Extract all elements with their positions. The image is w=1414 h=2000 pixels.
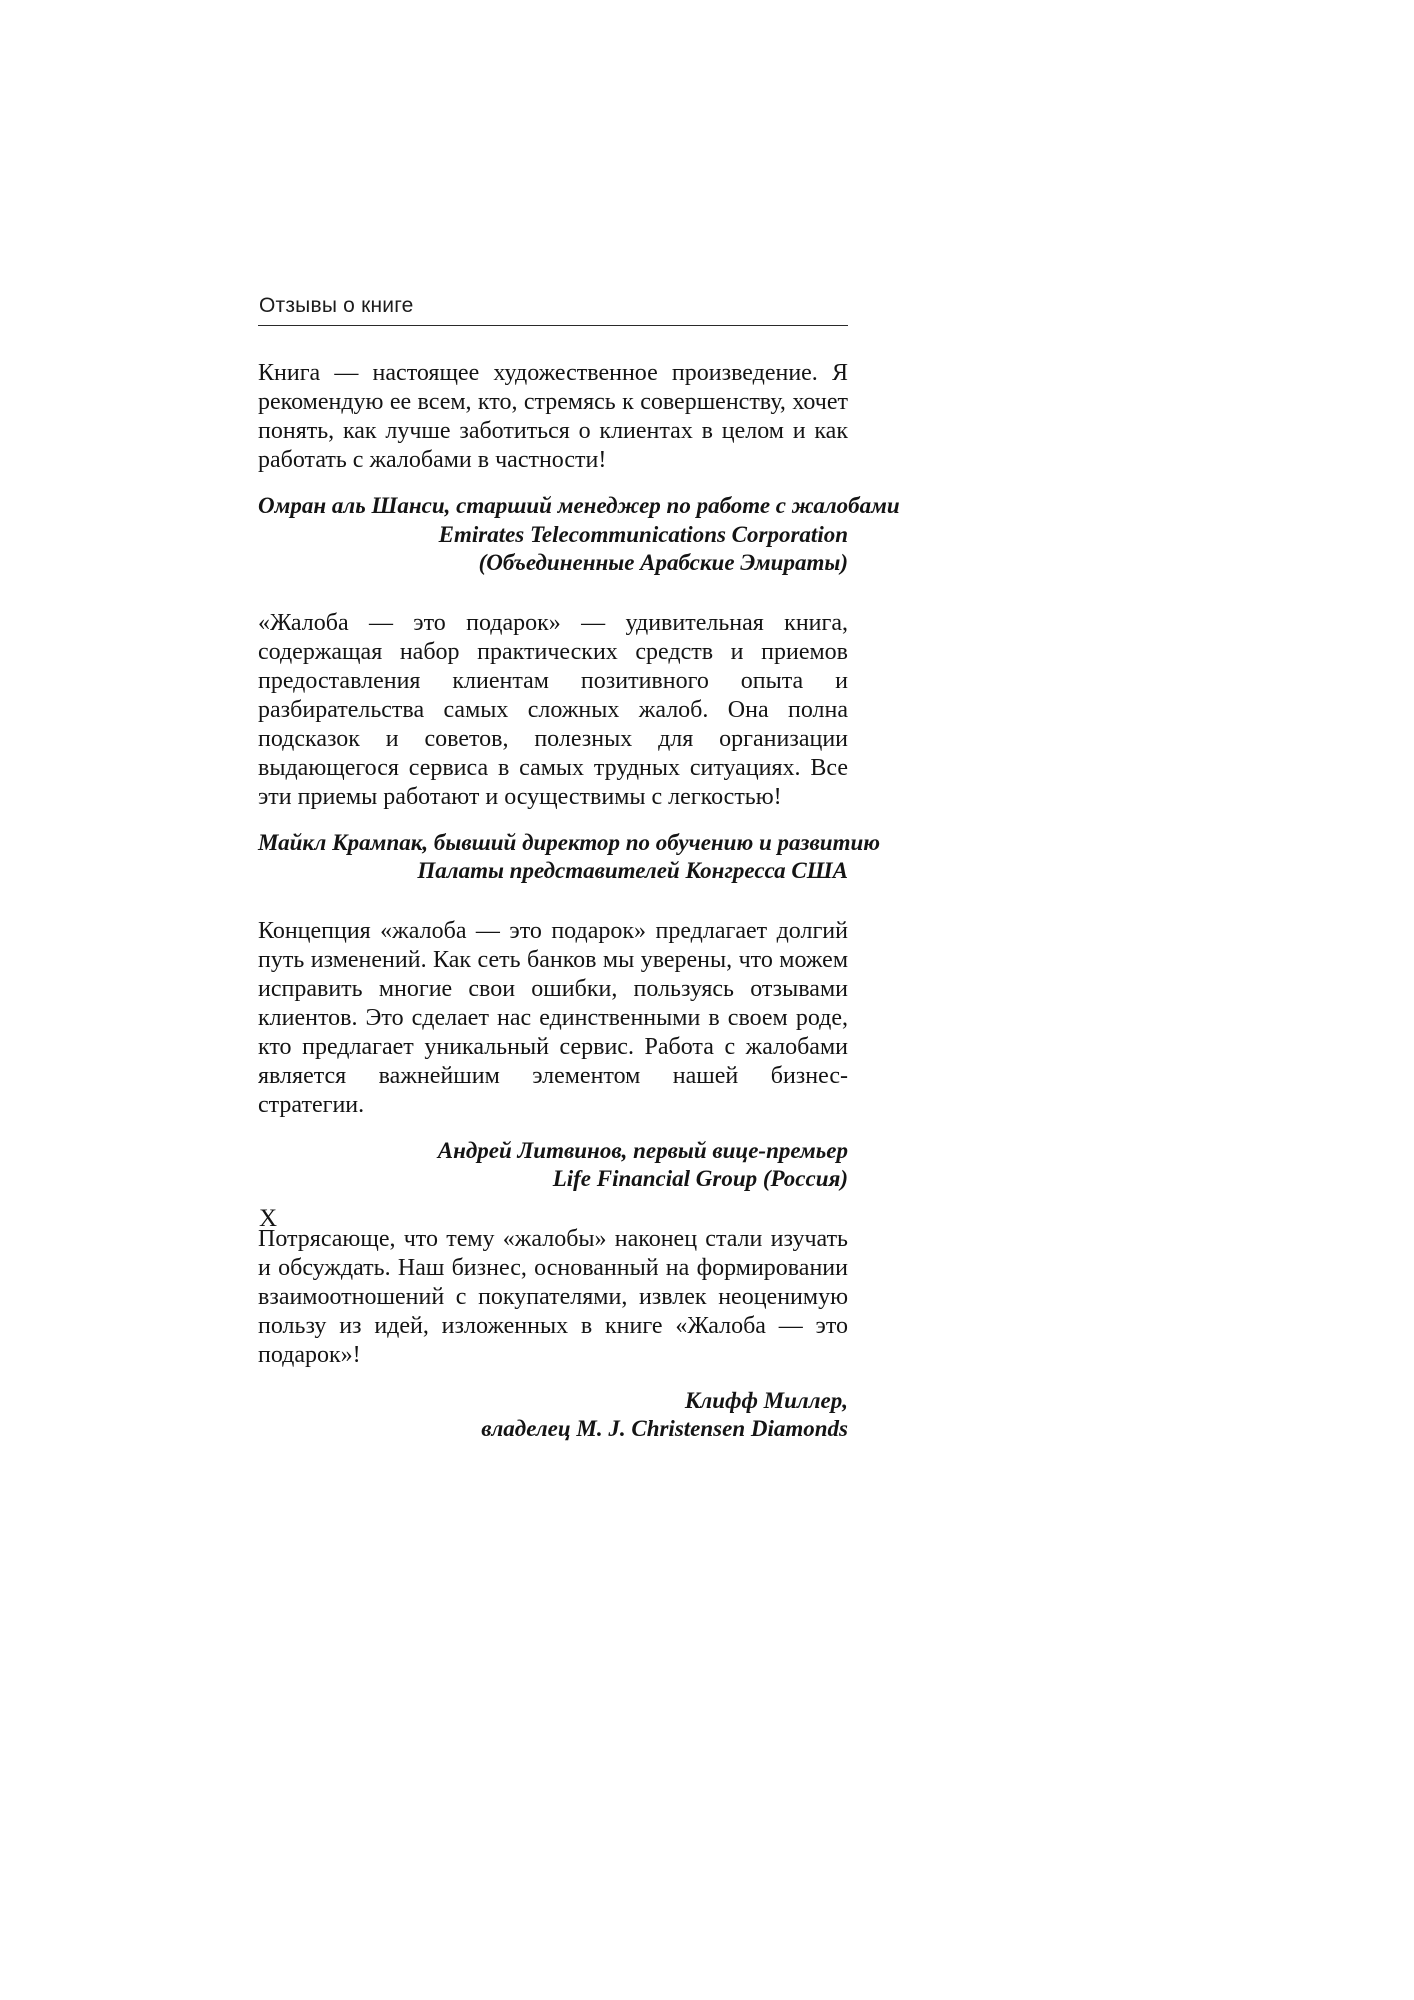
attribution-line: Палаты представителей Конгресса США [417,858,848,883]
page-header: Отзывы о книге [259,294,414,317]
attribution-line: Life Financial Group (Россия) [552,1166,848,1191]
attribution-line: Омран аль Шанси, старший менеджер по работе с жалобами [258,493,900,518]
review-text: Концепция «жалоба — это подарок» предлагает долгий путь изменений. Как сеть банков мы уверены, что можем исправить многие свои ошибки, пользуясь отзывами клиентов. Это сделает нас единственными в своем роде, кто предлагает уникальный сервис. Работа с жалобами является важнейшим элементом нашей бизнес-стратегии. [258,917,848,1118]
attribution-line: Майкл Крампак, бывший директор по обучению и развитию [258,829,881,855]
page-number: X [259,1205,278,1232]
review-attribution [258,829,881,886]
review-attribution [258,1387,848,1444]
review-block [258,1225,848,1444]
review-block [258,609,881,886]
review-text: «Жалоба — это подарок» — удивительная книга, содержащая набор практических средств и приемов предоставления клиентам позитивного опыта и разбирательства самых сложных жалоб. Она полна подсказок и советов, полезных для организации выдающегося сервиса в самых трудных ситуациях. Все эти приемы работают и осуществимы с легкостью! [258,609,848,810]
page-content [258,294,900,1444]
attribution-line: Emirates Telecommunications Corporation [438,521,848,547]
review-attribution [258,492,900,578]
attribution-line: Андрей Литвинов, первый вице-премьер [437,1137,848,1163]
attribution-line: владелец M. J. Christensen Diamonds [481,1416,848,1441]
review-attribution [258,1137,848,1194]
review-text: Потрясающе, что тему «жалобы» наконец стали изучать и обсуждать. Наш бизнес, основанный на формировании взаимоотношений с покупателями, извлек неоценимую пользу из идей, изложенных в книге «Жалоба — это подарок»! [258,1225,848,1368]
review-block [258,359,900,578]
review-text: Книга — настоящее художественное произведение. Я рекомендую ее всем, кто, стремясь к совершенству, хочет понять, как лучше заботиться о клиентах в целом и как работать с жалобами в частности! [258,360,848,473]
review-block [258,917,848,1194]
header-divider [258,325,848,326]
attribution-line: Клифф Миллер, [684,1387,848,1413]
attribution-line: (Объединенные Арабские Эмираты) [478,550,848,575]
